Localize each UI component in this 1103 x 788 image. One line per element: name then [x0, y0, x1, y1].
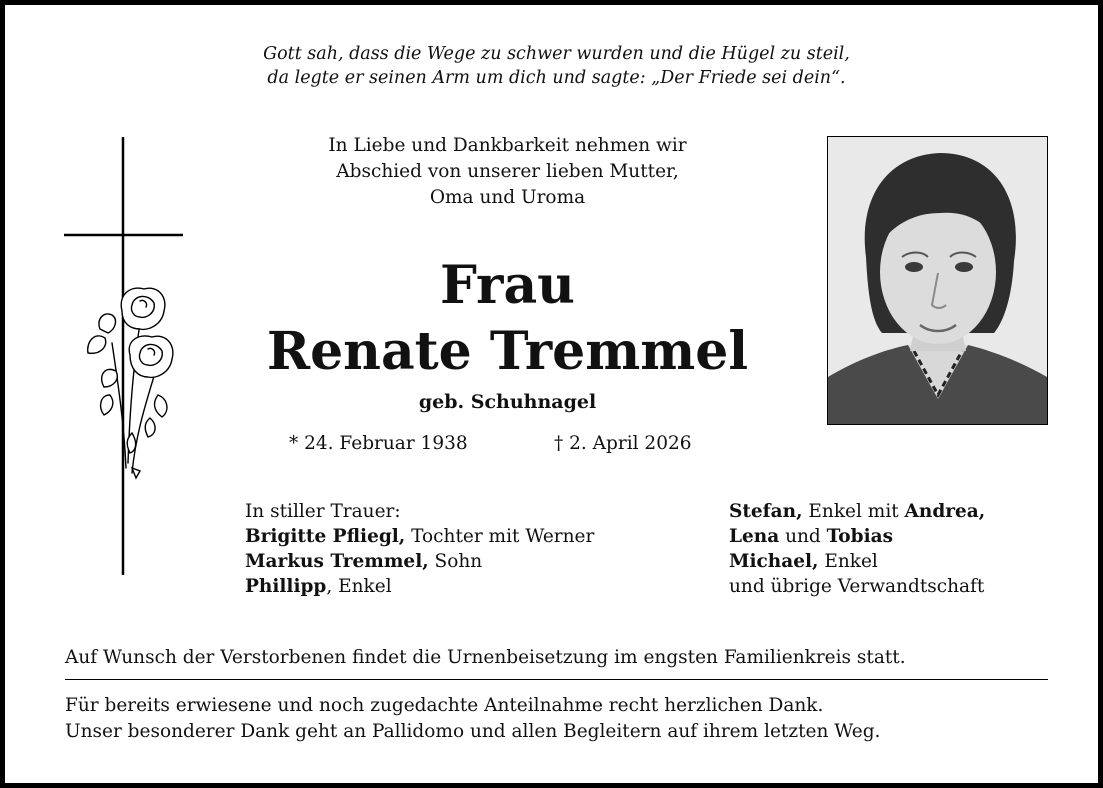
list-item	[729, 499, 1089, 524]
deceased-name-block	[235, 253, 780, 385]
divider	[65, 679, 1048, 680]
mourner-name: Phillipp	[245, 576, 327, 597]
mourner-relation: und	[779, 526, 827, 547]
mourner-relation: Enkel mit	[802, 501, 905, 522]
intro-line-3: Oma und Uroma	[429, 187, 586, 208]
deceased-name: Renate Tremmel	[266, 321, 749, 382]
mourners-left	[245, 499, 705, 599]
list-item	[245, 574, 705, 599]
intro-text	[235, 133, 780, 211]
mourner-name: Tobias	[826, 526, 894, 547]
mourner-relation: Tochter mit Werner	[405, 526, 595, 547]
list-item	[729, 549, 1089, 574]
list-item	[245, 549, 705, 574]
mourner-name: Michael,	[729, 551, 819, 572]
thanks-line-2: Unser besonderer Dank geht an Pallidomo und allen Begleitern auf ihrem letzten Weg.	[65, 721, 881, 742]
mourner-name: Lena	[729, 526, 780, 547]
mourner-name: Andrea,	[904, 501, 986, 522]
thanks-line-1: Für bereits erwiesene und noch zugedachte Anteilnahme recht herzlichen Dank.	[65, 695, 824, 716]
quote	[5, 42, 1103, 90]
mourners-right	[729, 499, 1089, 599]
mourner-relation: Sohn	[428, 551, 483, 572]
thanks-text	[65, 693, 880, 745]
quote-line-2: da legte er seinen Arm um dich und sagte: „Der Friede sei dein“.	[267, 68, 846, 88]
funeral-note: Auf Wunsch der Verstorbenen findet die Urnenbeisetzung im engsten Familienkreis statt.	[65, 647, 906, 668]
maiden-name: geb. Schuhnagel	[418, 391, 597, 413]
intro-line-1: In Liebe und Dankbarkeit nehmen wir	[328, 135, 687, 156]
portrait-photo	[827, 136, 1048, 425]
mourner-relation: , Enkel	[326, 576, 392, 597]
list-item	[245, 524, 705, 549]
salutation: Frau	[440, 255, 575, 316]
birth-date: * 24. Februar 1938	[289, 433, 468, 454]
intro-line-2: Abschied von unserer lieben Mutter,	[336, 161, 679, 182]
cross-with-roses-icon	[60, 133, 190, 578]
list-item: und übrige Verwandtschaft	[729, 576, 985, 597]
mourner-name: Markus Tremmel,	[245, 551, 429, 572]
mourners-heading: In stiller Trauer:	[245, 501, 401, 522]
death-date: † 2. April 2026	[554, 433, 692, 454]
mourner-relation: Enkel	[818, 551, 878, 572]
mourner-name: Brigitte Pfliegl,	[245, 526, 406, 547]
quote-line-1: Gott sah, dass die Wege zu schwer wurden und die Hügel zu steil,	[263, 44, 850, 64]
portrait-image	[828, 137, 1047, 424]
mourner-name: Stefan,	[729, 501, 803, 522]
list-item	[729, 524, 1089, 549]
